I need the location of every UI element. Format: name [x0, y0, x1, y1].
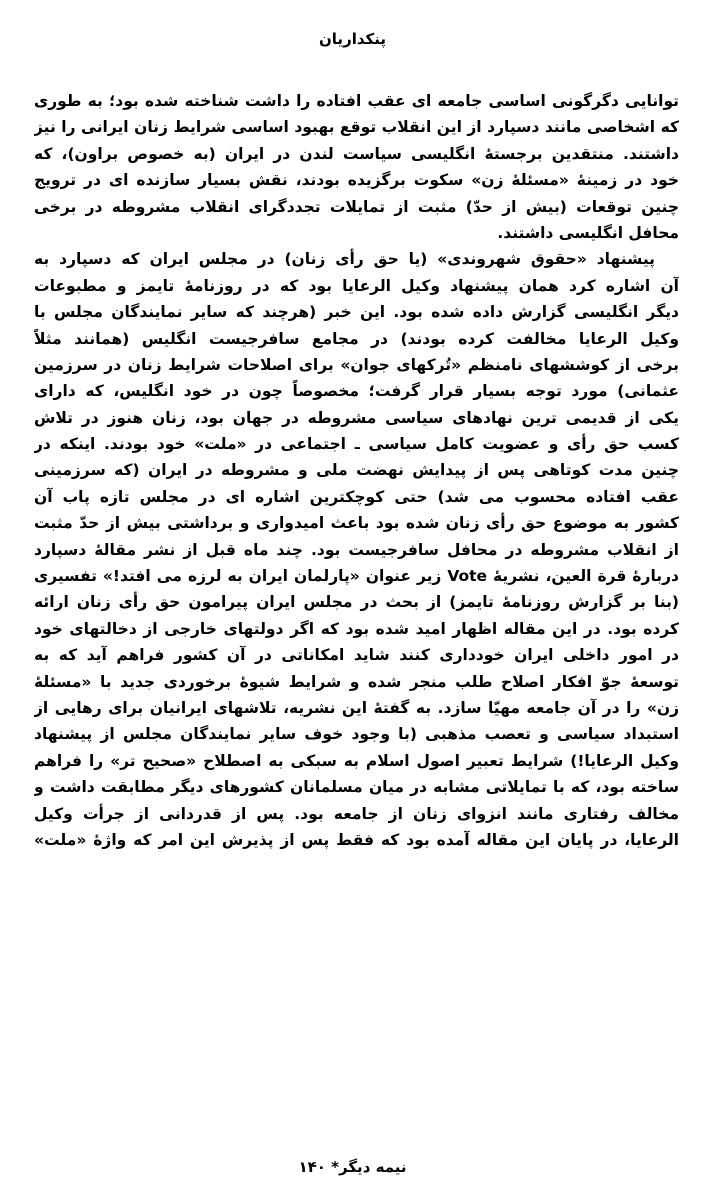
text-line: چنین مدت کوتاهی پس از پیدایش نهضت ملی و مشروطه در ایران (که سرزمینی — [34, 461, 679, 480]
text-line: توسعهٔ جوّ افکار اصلاح طلب منجر شده و شرایط شیوهٔ برخوردی جدید با «مسئلهٔ — [34, 672, 679, 691]
running-header: پنکداریان — [319, 30, 386, 48]
text-line: در امور داخلی ایران خودداری کنند شاید امکاناتی در آن کشور فراهم آید که به — [34, 646, 679, 665]
text-line: آن اشاره کرد همان پیشنهاد وکیل الرعایا بود که در روزنامهٔ تایمز و مطبوعات — [34, 276, 679, 295]
body-text — [34, 88, 679, 853]
text-line: وکیل الرعایا!) شرایط تعبیر اصول اسلام به سبکی به اصطلاح «صحیح تر» را فراهم — [34, 751, 679, 770]
text-line: خود در زمینهٔ «مسئلهٔ زن» سکوت برگزیده بودند، نقش بسیار سازنده ای در ترویج — [34, 171, 679, 190]
text-line: توانایی دگرگونی اساسی جامعه ای عقب افتاده را داشت شناخته شده بود؛ به طوری — [34, 92, 679, 110]
text-line: (بنا بر گزارش روزنامهٔ تایمز) از بحث در مجلس ایران پیرامون حق رأی زنان ارائه — [34, 593, 679, 612]
text-line: از انقلاب مشروطه در محافل سافرجیست بود. چند ماه قبل از نشر مقالهٔ دسپارد — [34, 540, 679, 559]
text-line: پیشنهاد «حقوق شهروندی» (یا حق رأی زنان) در مجلس ایران که دسپارد به — [34, 250, 655, 269]
text-line: الرعایا، در پایان این مقاله آمده بود که فقط پس از پذیرش این امر که واژهٔ «ملت» — [34, 830, 679, 849]
text-line: عقب افتاده محسوب می شد) حتی کوچکترین اشاره ای در مجلس تازه پاب آن — [34, 487, 679, 506]
text-line: برخی از کوششهای نامنظم «تُرکهای جوان» برای اصلاحات شرایط زنان در سرزمین — [34, 355, 679, 374]
text-line: چنین توقعات (بیش از حدّ) مثبت از تمایلات تجددگرای انقلاب مشروطه در برخی — [34, 197, 679, 216]
text-line: که اشخاصی مانند دسپارد از این انقلاب توقع بهبود اساسی شرایط زنان ایرانی را نیز — [34, 118, 679, 137]
text-line: محافل انگلیسی داشتند. — [497, 223, 679, 242]
text-line: ساخته بود، که با تمایلاتی مشابه در میان مسلمانان کشورهای دیگر مطابقت داشت و — [34, 778, 679, 797]
text-line: زن» را در آن جامعه مهیّا سازد. به گفتهٔ این نشریه، تلاشهای ایرانیان برای رهایی از — [34, 698, 679, 717]
text-line: کشور به موضوع حق رأی زنان شده بود باعث امیدواری و برداشتی بیش از حدّ مثبت — [34, 514, 679, 533]
text-line: کرده بود. در این مقاله اظهار امید شده بود که اگر دولتهای خارجی از دخالتهای خود — [34, 619, 679, 638]
text-line: استبداد سیاسی و تعصب مذهبی (با وجود خوف سایر نمایندگان مجلس از پیشنهاد — [34, 725, 679, 744]
text-line: مخالف رفتاری مانند انزوای زنان از جامعه بود. پس از قدردانی از جرأت وکیل — [34, 804, 679, 823]
text-line: عثمانی) مورد توجه بسیار قرار گرفت؛ مخصوصاً چون در خود انگلیس، که دارای — [34, 382, 679, 401]
text-line: یکی از قدیمی ترین نهادهای سیاسی مشروطه در جهان بود، زنان هنوز در تلاش — [34, 408, 679, 427]
text-line: کسب حق رأی و عضویت کامل سیاسی ـ اجتماعی در «ملت» خود بودند. اینکه در — [34, 435, 679, 454]
text-line: دربارهٔ قرة العین، نشریهٔ Vote زیر عنوان «پارلمان ایران به لرزه می افتد!» تفسیری — [34, 567, 679, 586]
text-line: وکیل الرعایا مخالفت کرده بودند) در مجامع سافرجیست انگلیس (همانند مثلاً — [34, 329, 679, 348]
text-line: دیگر انگلیسی گزارش داده شده بود. این خبر (هرچند که سایر نمایندگان مجلس با — [34, 303, 679, 322]
text-line: داشتند. منتقدین برجستهٔ انگلیسی سیاست لندن در ایران (به خصوص براون)، که — [34, 144, 679, 163]
page-footer: نیمه دیگر* ۱۴۰ — [298, 1158, 407, 1176]
